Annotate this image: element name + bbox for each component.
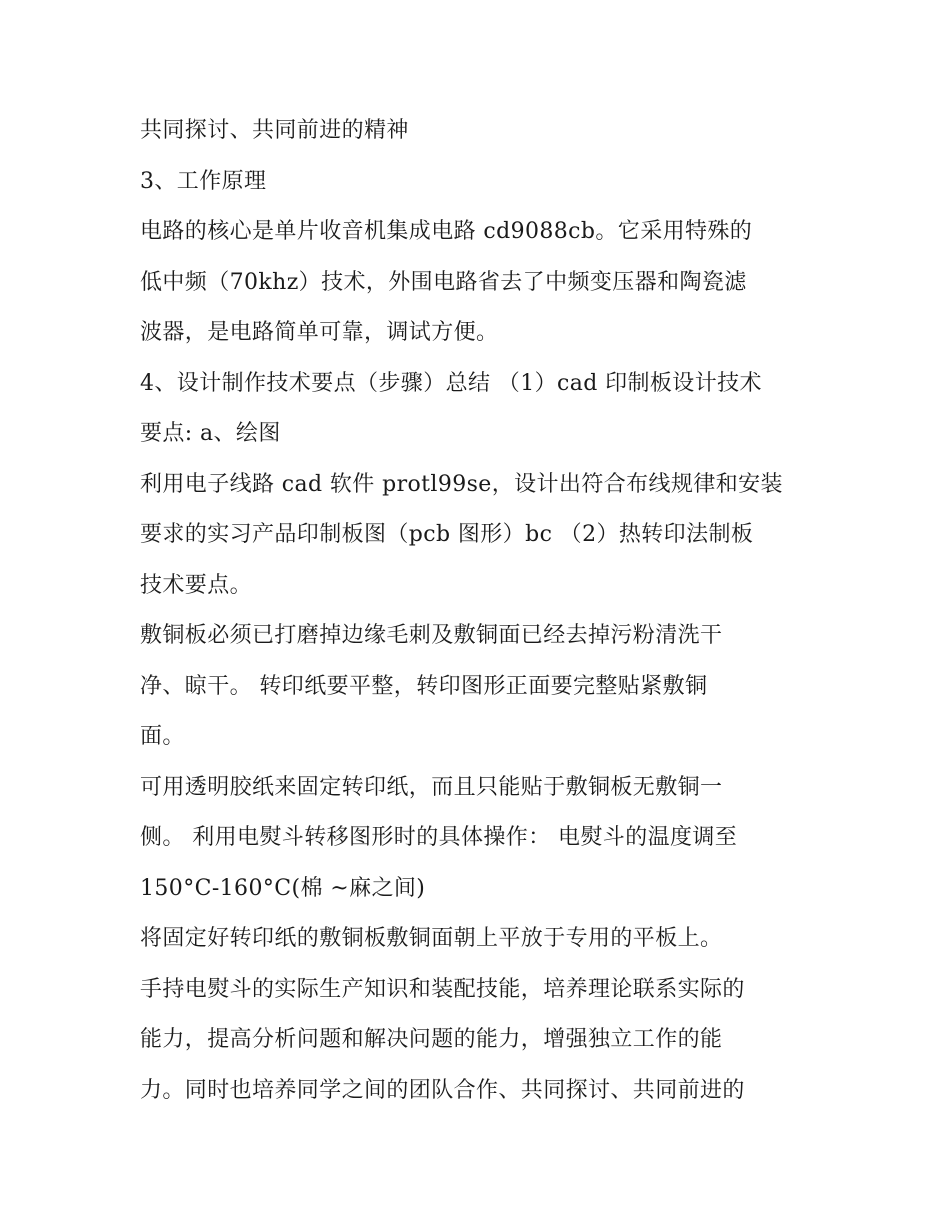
text-line: 侧。 利用电熨斗转移图形时的具体操作： 电熨斗的温度调至	[140, 825, 738, 850]
text-line: 电路的核心是单片收音机集成电路 cd9088cb。它采用特殊的	[140, 219, 753, 244]
text-line: 要求的实习产品印制板图（pcb 图形）bc （2）热转印法制板	[140, 522, 754, 547]
text-line: 波器，是电路简单可靠，调试方便。	[140, 320, 499, 345]
text-line: 技术要点。	[140, 572, 253, 598]
section-heading: 4、设计制作技术要点（步骤）总结 （1）cad 印制板设计技术	[140, 370, 762, 396]
text-line: 敷铜板必须已打磨掉边缘毛刺及敷铜面已经去掉污粉清洗干	[140, 623, 723, 648]
text-line: 150°C-160°C(棉 ~麻之间)	[140, 875, 426, 901]
text-line: 面。	[140, 724, 185, 749]
text-line: 共同探讨、共同前进的精神	[140, 118, 409, 143]
text-line: 能力，提高分析问题和解决问题的能力，增强独立工作的能	[140, 1027, 723, 1052]
text-line: 要点: a、绘图	[140, 421, 281, 446]
text-line: 净、晾干。 转印纸要平整，转印图形正面要完整贴紧敷铜	[140, 673, 708, 699]
text-line: 低中频（70khz）技术，外围电路省去了中频变压器和陶瓷滤	[140, 269, 747, 295]
text-line: 将固定好转印纸的敷铜板敷铜面朝上平放于专用的平板上。	[140, 926, 723, 951]
text-line: 利用电子线路 cad 软件 protl99se，设计出符合布线规律和安装	[140, 471, 783, 497]
section-heading: 3、工作原理	[140, 168, 267, 194]
document-body	[140, 106, 820, 1116]
text-line: 手持电熨斗的实际生产知识和装配技能，培养理论联系实际的	[140, 976, 745, 1002]
text-line: 力。同时也培养同学之间的团队合作、共同探讨、共同前进的	[140, 1077, 745, 1103]
text-line: 可用透明胶纸来固定转印纸，而且只能贴于敷铜板无敷铜一	[140, 774, 723, 800]
